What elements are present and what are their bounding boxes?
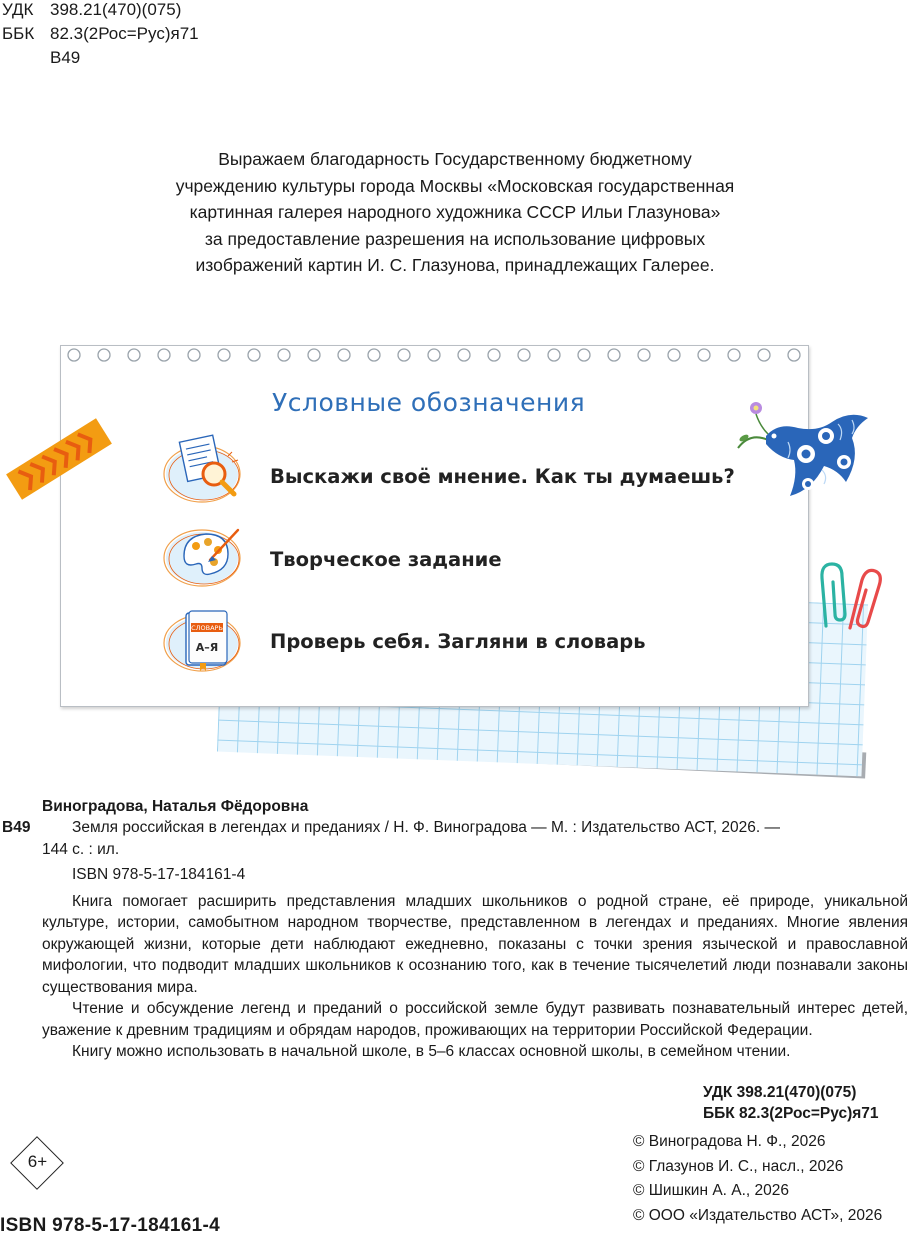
udk-line: УДК 398.21(470)(075)	[2, 0, 182, 19]
dictionary-cover-label: СЛОВАРЬ	[191, 624, 223, 632]
isbn-bottom: ISBN 978-5-17-184161-4	[0, 1215, 220, 1236]
bbk-code: ББК 82.3(2Рос=Рус)я71	[703, 1105, 879, 1122]
author-sign-line: В49	[50, 48, 81, 67]
ack-line: учреждению культуры города Москвы «Московская государственная	[175, 175, 735, 196]
udk-code: УДК 398.21(470)(075)	[703, 1084, 857, 1101]
legend-item-creative: Творческое задание	[270, 548, 502, 571]
bib-body	[42, 817, 908, 1063]
bib-paragraph: Чтение и обсуждение легенд и преданий о российской земле будут развивать познавательный интерес детей, уважение к древним традициям и обрядам народов, проживающих на территории Российской Федерации.	[42, 1000, 908, 1039]
bib-title-line: Земля российская в легендах и преданиях / Н. Ф. Виноградова — М. : Издательство АСТ, 2026. —	[72, 819, 780, 836]
copyright-line: © Глазунов И. С., насл., 2026	[633, 1157, 844, 1175]
copyright-line: © Виноградова Н. Ф., 2026	[633, 1133, 826, 1150]
copyright-line: © Шишкин А. А., 2026	[633, 1182, 790, 1199]
paperclips-icon	[812, 556, 884, 636]
legend-title: Условные обозначения	[272, 388, 586, 417]
acknowledgement	[90, 146, 820, 279]
copyright-line: © ООО «Издательство АСТ», 2026	[633, 1206, 883, 1224]
notebook-rings	[60, 346, 807, 366]
legend-item-dictionary: Проверь себя. Загляни в словарь	[270, 630, 646, 653]
palette-brush-icon	[162, 520, 248, 590]
ack-line: картинная галерея народного художника СССР Ильи Глазунова»	[189, 202, 721, 222]
magnifier-document-icon	[162, 434, 248, 504]
bib-sign: В49	[2, 819, 31, 836]
header-codes	[2, 0, 199, 70]
classification-codes	[703, 1082, 879, 1124]
legend-item-opinion: Выскажи своё мнение. Как ты думаешь?	[270, 465, 735, 488]
bib-paragraph: Книга помогает расширить представления младших школьников о родной стране, её природе, уникальной культуре, истории, самобытном народном творчестве, представленном в легендах и преданиях. Многие явления окружающей жизни, которые дети наблюдают ежедневно, показаны с точки зрения языческой и православной мифологии, что подводит младших школьников к осознанию того, как в течение тысячелетий люди познавали законы существования мира.	[42, 892, 908, 996]
copyright-list	[633, 1130, 882, 1228]
bib-author: Виноградова, Наталья Фёдоровна	[42, 798, 309, 815]
bib-isbn: ISBN 978-5-17-184161-4	[72, 866, 246, 883]
folk-bird-icon	[728, 392, 874, 502]
bib-paragraph: Книгу можно использовать в начальной школе, в 5–6 классах основной школы, в семейном чтении.	[72, 1043, 791, 1060]
ack-line: изображений картин И. С. Глазунова, принадлежащих Галерее.	[195, 255, 715, 275]
bbk-line: ББК 82.3(2Рос=Рус)я71	[2, 24, 199, 43]
ack-line: Выражаем благодарность Государственному бюджетному	[218, 149, 692, 169]
dictionary-book-icon	[162, 605, 248, 675]
bib-pages: 144 с. : ил.	[42, 840, 120, 858]
bibliographic-record	[42, 796, 908, 818]
age-rating-text: 6+	[27, 1152, 48, 1171]
dictionary-cover-range: А–Я	[195, 641, 219, 654]
ack-line: за предоставление разрешения на использование цифровых	[204, 228, 706, 249]
tape-decoration	[4, 418, 114, 500]
